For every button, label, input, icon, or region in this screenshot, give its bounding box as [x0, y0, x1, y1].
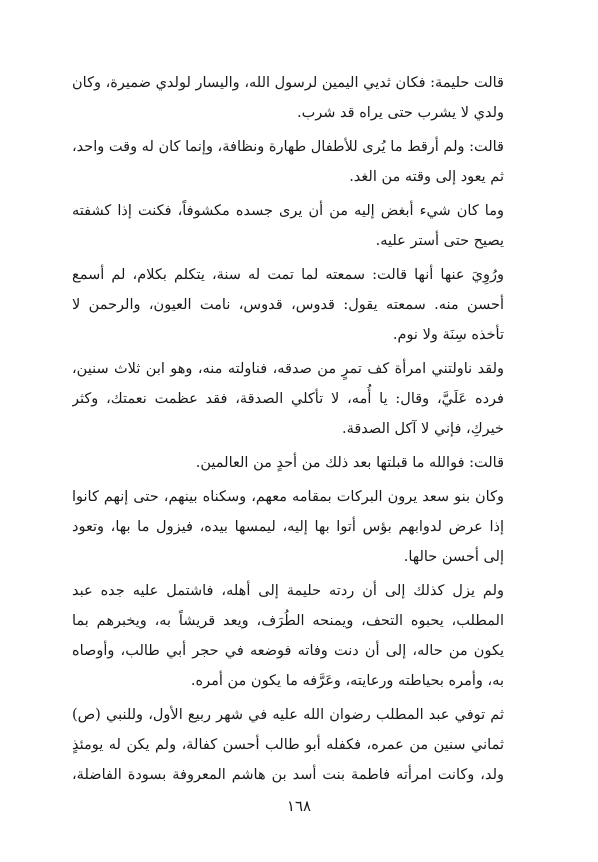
- paragraph-7: وكان بنو سعد يرون البركات بمقامه معهم، وسكناه بينهم، حتى إنهم كانوا إذا عرض لدوابهم بؤس أتوا بها إليه، ليمسها بيده، فيزول ما بها، وتعود إلى أحسن حالها.: [72, 489, 504, 565]
- paragraph-8: ولم يزل كذلك إلى أن ردته حليمة إلى أهله، فاشتمل عليه جده عبد المطلب، يحبوه التحف، ويمنحه الطُرَف، ويعد قريشاً به، ويخبرهم بما يكون من حاله، إلى أن دنت وفاته فوضعه في حجر أبي طالب، وأوصاه به، وأمره بحياطته ورعايته، وعَرَّفه ما يكون من أمره.: [72, 583, 504, 689]
- paragraph-9: ثم توفي عبد المطلب رضوان الله عليه في شهر ربيع الأول، وللنبي (ص) ثماني سنين من عمره، فكفله أبو طالب أحسن كفالة، ولم يكن له يومئذٍ ولد، وكانت امرأته فاطمة بنت أسد بن هاشم المعروفة بسودة الفاضلة،: [72, 707, 504, 783]
- page-number: ١٦٨: [286, 797, 312, 815]
- paragraph-5: ولقد ناولتني امرأة كف تمرٍ من صدقه، فناولته منه، وهو ابن ثلاث سنين، فرده عَلَيَّ، وقال: يا أُمه، لا تأكلي الصدقة، فقد عظمت نعمتك، وكثر خيركِ، فإني لا آكل الصدقة.: [72, 361, 504, 437]
- page-body: [72, 68, 504, 788]
- paragraph-3: وما كان شيء أبغض إليه من أن يرى جسده مكشوفاً، فكنت إذا كشفته يصيح حتى أستر عليه.: [72, 203, 504, 249]
- paragraph-1: قالت حليمة: فكان ثديي اليمين لرسول الله، واليسار لولدي ضميرة، وكان ولدي لا يشرب حتى يراه قد شرب.: [72, 75, 504, 121]
- paragraph-4: ورُوِيَ عنها أنها قالت: سمعته لما تمت له سنة، يتكلم بكلام، لم أسمع أحسن منه. سمعته يقول: قدوس، قدوس، نامت العيون، والرحمن لا تأخذه سِنَة ولا نوم.: [72, 267, 504, 343]
- paragraph-2: قالت: ولم أرقط ما يُرى للأطفال طهارة ونظافة، وإنما كان له وقت واحد، ثم يعود إلى وقته من الغد.: [72, 139, 504, 185]
- paragraph-6: قالت: فوالله ما قبلتها بعد ذلك من أحدٍ من العالمين.: [195, 455, 504, 471]
